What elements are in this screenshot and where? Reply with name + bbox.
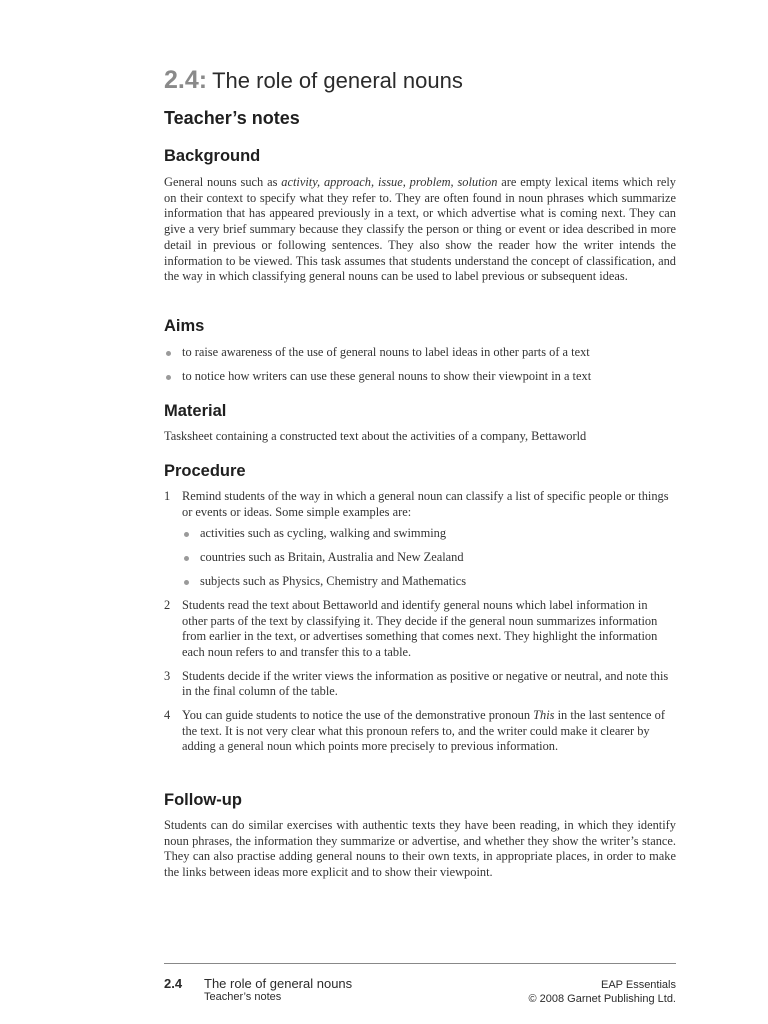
footer-divider [164,963,676,964]
step-text-after: in the last sentence of the text. It is not very clear what this pronoun refers to, and the writer could make it clearer by adding a general noun which points more precisely to previous information. [182,708,665,754]
example-item: countries such as Britain, Australia and New Zealand [182,550,676,566]
bullet-dot-icon [184,532,189,537]
material-heading: Material [164,402,227,420]
aims-item: to raise awareness of the use of general nouns to label ideas in other parts of a text [164,345,676,361]
footer-section-subtitle: Teacher’s notes [204,991,282,1003]
material-text: Tasksheet containing a constructed text about the activities of a company, Bettaworld [164,429,587,443]
step-text: Students read the text about Bettaworld and identify general nouns which label information in other parts of the text by classifying it. They decide if the general noun summarizes information from earlier in the text, or advertises something that comes next. They highlight the information each noun refers to and transfer this to a table. [182,597,658,659]
footer-section-number: 2.4 [164,976,183,991]
section-title: The role of general nouns [212,68,463,93]
background-heading: Background [164,147,261,165]
subtitle-heading: Teacher’s notes [164,108,300,128]
page-title [164,66,463,95]
bullet-dot-icon [184,556,189,561]
background-paragraph [164,175,676,285]
step-number: 2 [164,597,171,612]
procedure-step [164,669,676,700]
footer-section-title: The role of general nouns [204,976,353,991]
procedure-step [164,598,676,661]
example-item: activities such as cycling, walking and swimming [182,526,676,542]
example-item: subjects such as Physics, Chemistry and Mathematics [182,574,676,590]
step-text: Students decide if the writer views the information as positive or negative or neutral, and note this in the final column of the table. [182,668,669,699]
footer-book-title: EAP Essentials [600,979,676,991]
aims-list [164,345,676,393]
step-number: 4 [164,708,171,723]
followup-heading: Follow-up [164,791,242,809]
example-list [182,526,676,589]
step-emphasis: This [533,708,555,723]
footer-copyright: © 2008 Garnet Publishing Ltd. [528,993,676,1005]
bullet-dot-icon [166,351,171,356]
step-text-before: You can guide students to notice the use of the demonstrative pronoun [182,708,531,723]
background-examples: activity, approach, issue, problem, solution [281,175,498,189]
bullet-dot-icon [166,375,171,380]
background-intro: General nouns such as [164,175,278,189]
section-colon: : [198,66,208,94]
procedure-heading: Procedure [164,462,246,480]
aims-item: to notice how writers can use these general nouns to show their viewpoint in a text [164,369,676,385]
step-text: Remind students of the way in which a general noun can classify a list of specific people or things or events or ideas. Some simple examples are: [182,489,669,519]
background-rest: are empty lexical items which rely on their context to specify what they refer to. They are often found in noun phrases which summarize information that has appeared previously in a text, or which advertise what is coming next. They can give a very brief summary because they classify the person or thing or event or idea described in more detail in previous or following sentences. They also show the reader how the writer intends the information to be viewed. This task assumes that students understand the concept of classification, and the way in which classifying general nouns can be used to label previous or subsequent ideas. [164,175,676,284]
followup-paragraph: Students can do similar exercises with authentic texts they have been reading, in which they identify noun phrases, the information they summarize or advertise, and whether they show the writer’s stance. They can also practise adding general nouns to their own texts, in appropriate places, in order to make the links between ideas more explicit and to show their viewpoint. [164,818,676,880]
footer-publisher [528,978,676,1006]
aims-heading: Aims [164,317,205,335]
step-number: 1 [164,489,171,503]
bullet-dot-icon [184,580,189,585]
procedure-step [164,489,676,590]
procedure-step [164,708,676,755]
step-number: 3 [164,668,171,683]
procedure-steps [164,489,676,755]
section-number: 2.4 [164,66,199,94]
